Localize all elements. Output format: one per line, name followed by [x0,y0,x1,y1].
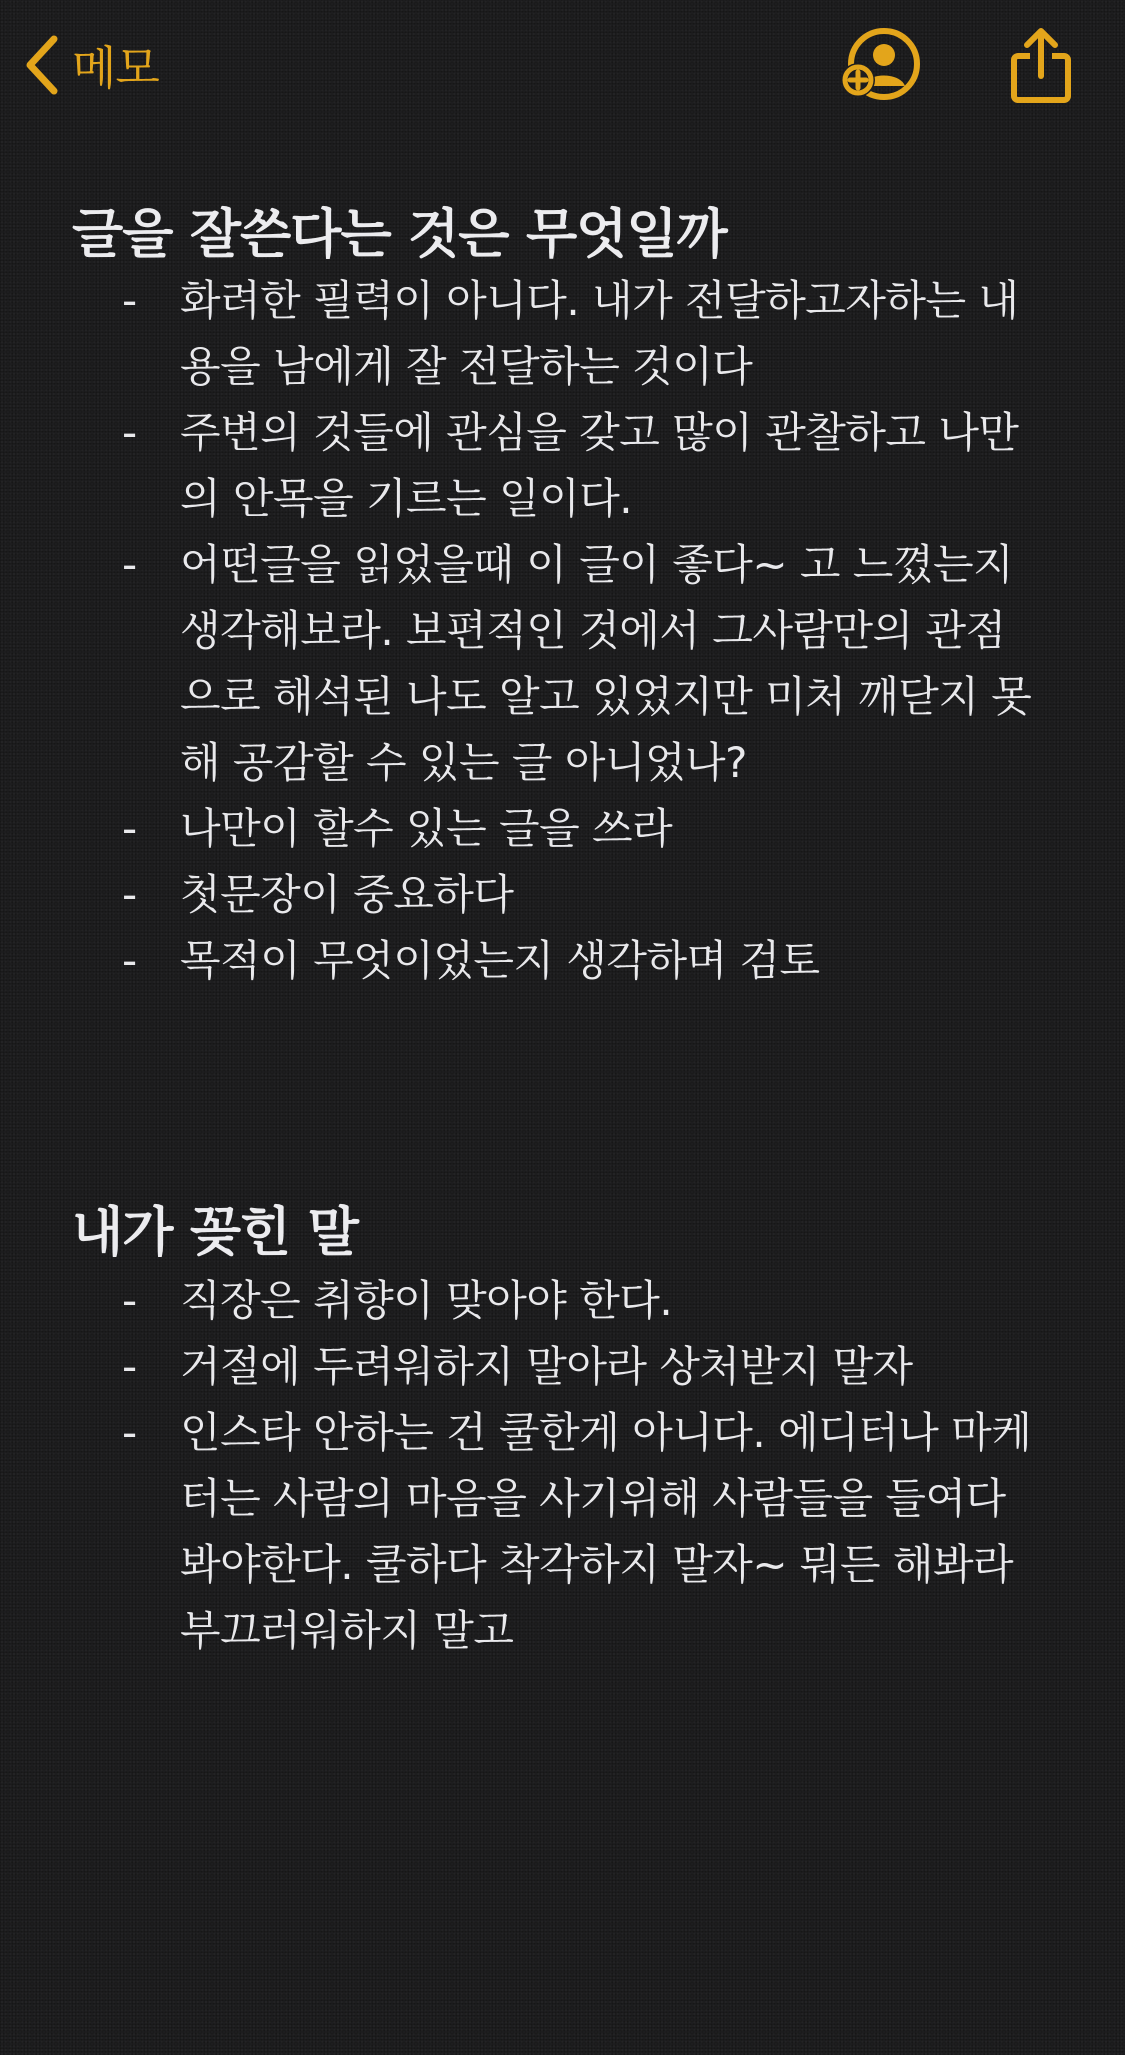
list-item-text: 어떤글을 읽었을때 이 글이 좋다~ 고 느꼈는지 생각해보라. 보편적인 것에서 그사람만의 관점으로 해석된 나도 알고 있었지만 미처 깨닫지 못해 공감할 수 있는 글 아니었나? [180,540,1032,787]
person-add-icon [838,89,924,108]
list-item [0,796,1125,862]
navigation-bar [0,0,1125,140]
list-item-text: 화려한 필력이 아니다. 내가 전달하고자하는 내용을 남에게 잘 전달하는 것이다 [180,276,1019,391]
list-dash: - [122,1276,137,1325]
list-dash: - [122,408,137,457]
list-item-text: 주변의 것들에 관심을 갖고 많이 관찰하고 나만의 안목을 기르는 일이다. [180,408,1019,523]
list-item [0,268,1125,400]
list-dash: - [122,1408,137,1457]
list-item-text: 직장은 취향이 맞아야 한다. [180,1276,673,1325]
list-item-text: 인스타 안하는 건 쿨한게 아니다. 에디터나 마케터는 사람의 마음을 사기위해 사람들을 들여다봐야한다. 쿨하다 착각하지 말자~ 뭐든 해봐라 부끄러워하지 말고 [180,1408,1032,1655]
section-heading: 내가 꽂힌 말 [72,1202,358,1263]
section-heading: 글을 잘쓴다는 것은 무엇일까 [72,204,727,265]
share-button[interactable] [1008,26,1074,110]
list-item-text: 거절에 두려워하지 말아라 상처받지 말자 [180,1342,913,1391]
list-dash: - [122,870,137,919]
list-item [0,1334,1125,1400]
list-dash: - [122,1342,137,1391]
list-item-text: 첫문장이 중요하다 [180,870,514,919]
list-dash: - [122,540,137,589]
list-item-text: 목적이 무엇이었는지 생각하며 검토 [180,936,820,985]
add-person-button[interactable] [838,28,924,108]
list-item-text: 나만이 할수 있는 글을 쓰라 [180,804,673,853]
list-item [0,400,1125,532]
bullet-list [0,1268,1125,1664]
list-item [0,1268,1125,1334]
back-label: 메모 [72,41,159,95]
bullet-list [0,268,1125,994]
list-dash: - [122,276,137,325]
share-icon [1008,91,1074,110]
list-item [0,862,1125,928]
list-item [0,532,1125,796]
list-dash: - [122,804,137,853]
list-item [0,1400,1125,1664]
list-dash: - [122,936,137,985]
chevron-left-icon [22,33,62,97]
list-item [0,928,1125,994]
back-button[interactable] [22,30,159,100]
